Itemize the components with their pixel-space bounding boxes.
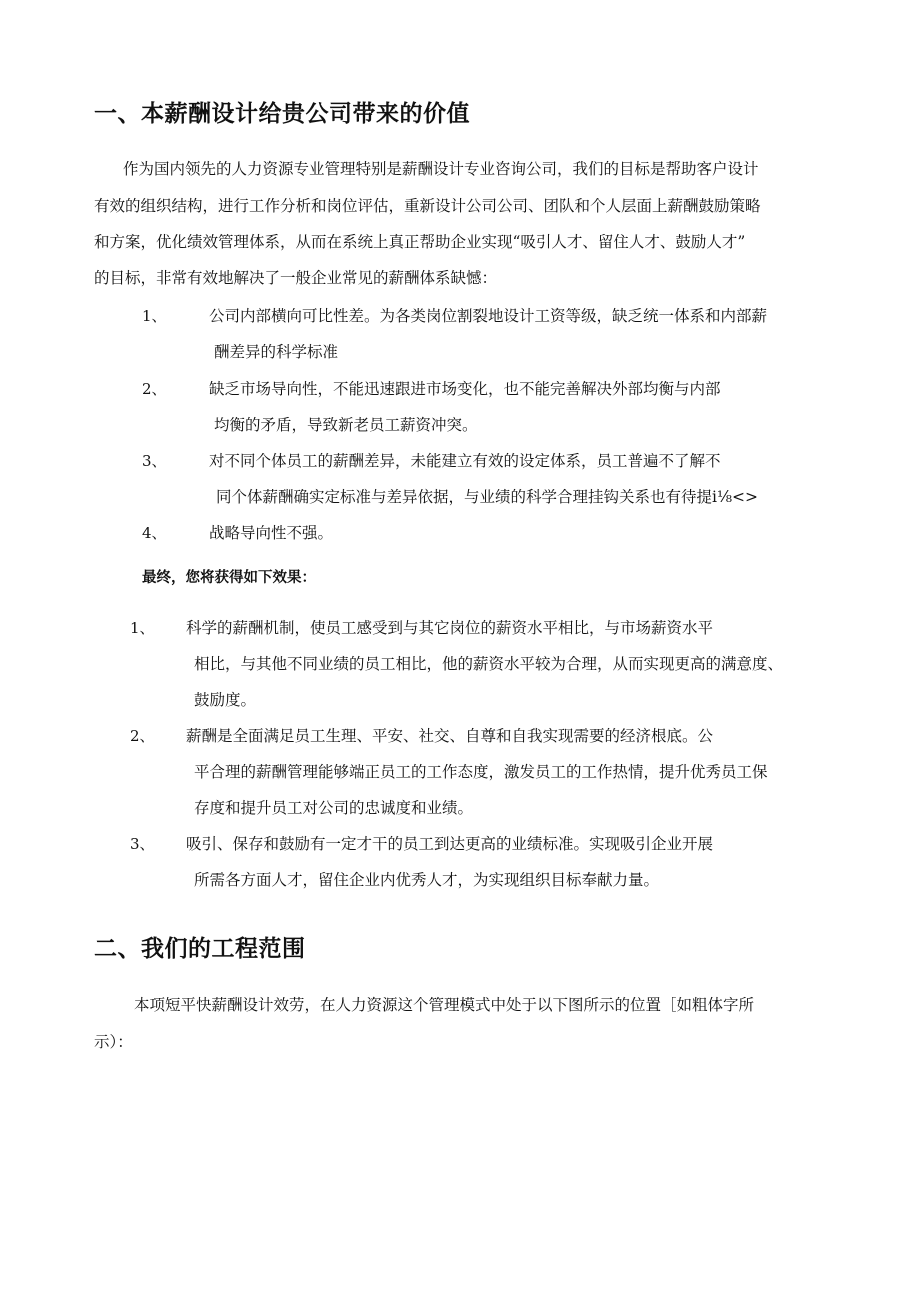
- effect-number: 1、: [130, 619, 155, 637]
- problem-number: 1、: [142, 307, 167, 325]
- problem-line: 同个体薪酬确实定标准与差异依据，与业绩的科学合理挂钩关系也有待提i⅛<>: [216, 488, 758, 506]
- effect-number: 2、: [130, 727, 155, 745]
- problem-line: 缺乏市场导向性，不能迅速跟进市场变化，也不能完善解决外部均衡与内部: [209, 380, 721, 398]
- intro-line-4: 的目标，非常有效地解决了一般企业常见的薪酬体系缺憾：: [94, 269, 498, 287]
- effect-line: 平合理的薪酬管理能够端正员工的工作态度，激发员工的工作热情，提升优秀员工保: [194, 763, 768, 781]
- problem-line: 公司内部横向可比性差。为各类岗位割裂地设计工资等级，缺乏统一体系和内部薪: [209, 307, 768, 325]
- intro-line-1: 作为国内领先的人力资源专业管理特别是薪酬设计专业咨询公司，我们的目标是帮助客户设计: [123, 160, 759, 178]
- intro-line-3: 和方案，优化绩效管理体系，从而在系统上真正帮助企业实现“吸引人才、留住人才、鼓励人才”: [94, 233, 746, 251]
- section-1-title: 一、本薪酬设计给贵公司带来的价值: [94, 101, 470, 127]
- effect-number: 3、: [130, 835, 155, 853]
- effect-line: 鼓励度。: [194, 691, 257, 709]
- effect-line: 吸引、保存和鼓励有一定才干的员工到达更高的业绩标准。实现吸引企业开展: [186, 835, 714, 853]
- effect-line: 薪酬是全面满足员工生理、平安、社交、自尊和自我实现需要的经济根底。公: [186, 727, 714, 745]
- problem-number: 4、: [142, 524, 167, 542]
- section-2-intro-line-1: 本项短平快薪酬设计效劳，在人力资源这个管理模式中处于以下图所示的位置［如粗体字所: [134, 996, 755, 1014]
- section-2-intro-line-2: 示）：: [94, 1033, 133, 1051]
- problem-line: 酬差异的科学标准: [214, 343, 339, 361]
- effect-line: 所需各方面人才，留住企业内优秀人才，为实现组织目标奉献力量。: [194, 871, 660, 889]
- section-2-title: 二、我们的工程范围: [94, 936, 306, 962]
- effects-heading: 最终，您将获得如下效果：: [142, 570, 316, 586]
- effect-line: 科学的薪酬机制，使员工感受到与其它岗位的薪资水平相比，与市场薪资水平: [186, 619, 714, 637]
- problem-line: 均衡的矛盾，导致新老员工薪资冲突。: [214, 416, 478, 434]
- problem-number: 3、: [142, 452, 167, 470]
- problem-number: 2、: [142, 380, 167, 398]
- problem-line: 对不同个体员工的薪酬差异，未能建立有效的设定体系，员工普遍不了解不: [209, 452, 721, 470]
- problem-line: 战略导向性不强。: [209, 524, 334, 542]
- intro-line-2: 有效的组织结构，进行工作分析和岗位评估，重新设计公司公司、团队和个人层面上薪酬鼓励策略: [94, 197, 761, 215]
- effect-line: 存度和提升员工对公司的忠诚度和业绩。: [194, 799, 474, 817]
- effect-line: 相比，与其他不同业绩的员工相比，他的薪资水平较为合理，从而实现更高的满意度、: [194, 655, 784, 673]
